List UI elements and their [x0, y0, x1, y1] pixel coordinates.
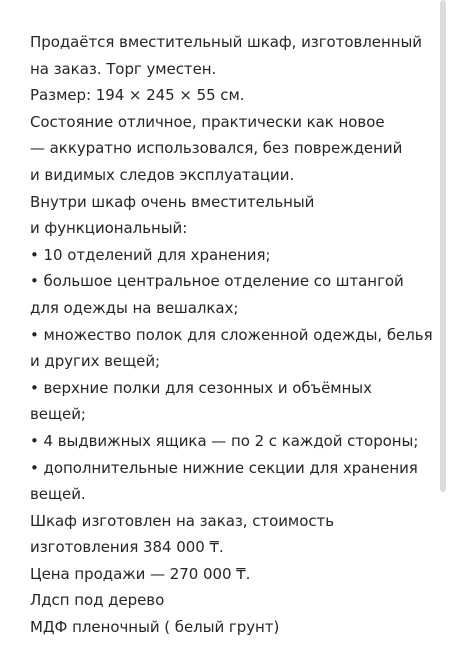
description-line: МДФ пленочный ( белый грунт)	[30, 618, 280, 637]
description-line: вещей;	[30, 405, 86, 424]
vertical-scrollbar[interactable]	[440, 0, 446, 492]
description-line: Продаётся вместительный шкаф, изготовленный	[30, 33, 422, 51]
description-line: Внутри шкаф очень вместительный	[30, 192, 315, 211]
description-line: вещей.	[30, 485, 86, 504]
description-line: и видимых следов эксплуатации.	[30, 165, 295, 184]
description-line: Шкаф изготовлен на заказ, стоимость	[30, 511, 334, 530]
description-line: для одежды на вешалках;	[30, 298, 239, 317]
description-line: • большое центральное отделение со штангой	[30, 272, 404, 291]
description-line: на заказ. Торг уместен.	[30, 59, 217, 78]
description-line: • верхние полки для сезонных и объёмных	[30, 378, 372, 397]
description-line: • 10 отделений для хранения;	[30, 245, 271, 264]
description-line: • дополнительные нижние секции для хранения	[30, 458, 418, 477]
description-line: Цена продажи — 270 000 ₸.	[30, 564, 251, 583]
description-line: изготовления 384 000 ₸.	[30, 538, 224, 557]
description-line: и других вещей;	[30, 352, 161, 371]
description-line: — аккуратно использовался, без повреждений	[30, 139, 403, 158]
description-line: Размер: 194 × 245 × 55 см.	[30, 86, 245, 105]
listing-description-text	[30, 29, 433, 641]
description-line: • множество полок для сложенной одежды, белья	[30, 325, 433, 344]
description-line: • 4 выдвижных ящика — по 2 с каждой стороны;	[30, 431, 419, 450]
description-line: и функциональный:	[30, 219, 188, 238]
description-line: Лдсп под дерево	[30, 591, 165, 610]
description-line: Состояние отличное, практически как новое	[30, 112, 385, 131]
